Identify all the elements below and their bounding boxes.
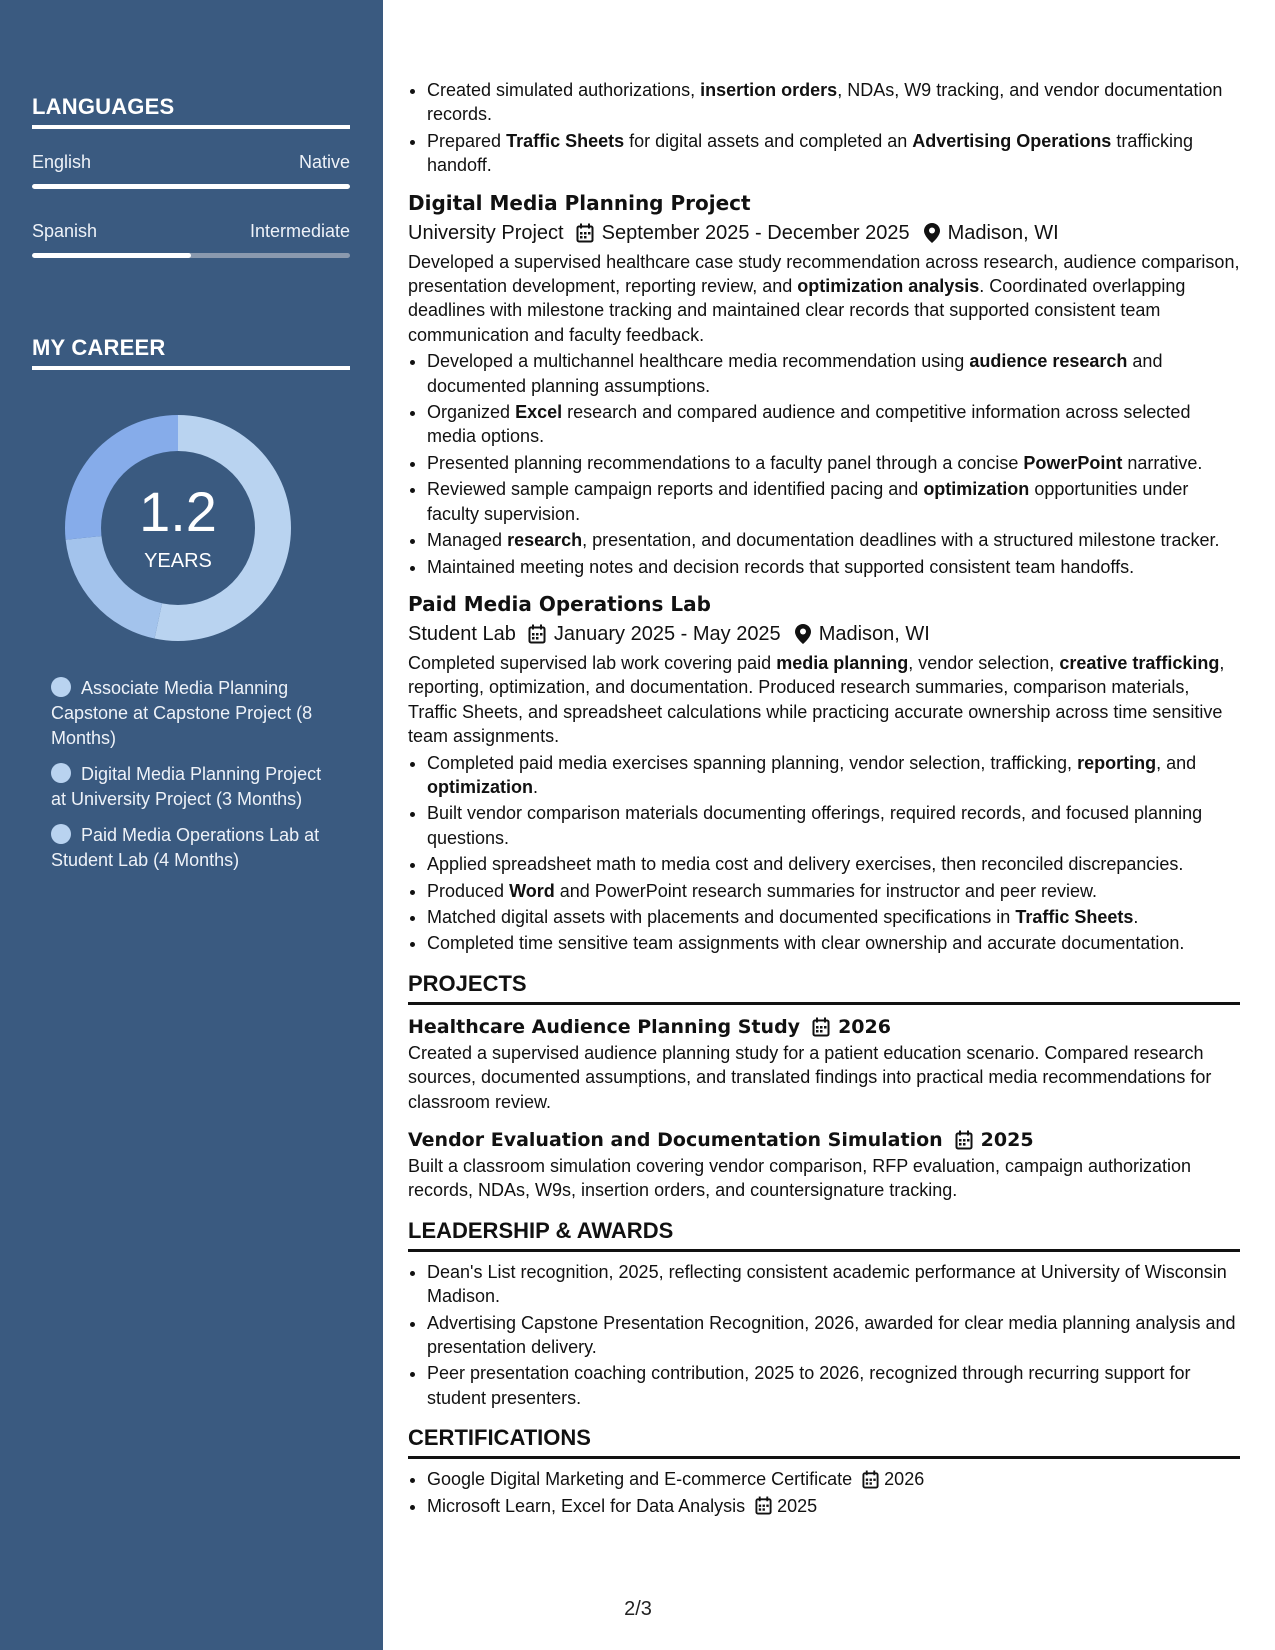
entry-dates: January 2025 - May 2025 xyxy=(553,622,781,645)
language-row-spanish xyxy=(32,221,350,242)
certification-item xyxy=(427,1467,1240,1491)
career-list xyxy=(51,676,326,884)
location-pin-icon xyxy=(795,624,811,644)
certification-item xyxy=(427,1494,1240,1518)
bold-term: insertion orders xyxy=(700,80,838,100)
calendar-icon xyxy=(528,624,546,644)
calendar-icon xyxy=(955,1130,973,1150)
bold-term: media planning xyxy=(776,652,909,673)
entry-location: Madison, WI xyxy=(818,622,930,645)
languages-heading-rule xyxy=(32,125,350,129)
bold-term: reporting xyxy=(1077,752,1157,773)
entry-meta xyxy=(408,619,1240,649)
project-title-row xyxy=(408,1126,1240,1154)
entry-org: University Project xyxy=(408,221,564,244)
entry-summary: Developed a supervised healthcare case study recommendation across research, audience comparison, presentation development, reporting review, and optimization analysis. Coordinated overlapping deadlines with milestone tracking and maintained clear records that supported consistent team communication and faculty feedback. xyxy=(408,251,1240,345)
certifications-list xyxy=(408,1467,1240,1518)
experience-bullet: • Reviewed sample campaign reports and identified pacing and optimization opportunities under faculty supervision. xyxy=(427,477,1240,526)
project-title: Vendor Evaluation and Documentation Simulation xyxy=(408,1129,943,1151)
calendar-icon xyxy=(812,1017,830,1037)
language-row-english xyxy=(32,152,350,173)
calendar-icon xyxy=(755,1496,772,1515)
bold-term: Traffic Sheets xyxy=(1015,906,1134,927)
language-level: Intermediate xyxy=(249,221,350,241)
sidebar xyxy=(0,0,383,1650)
language-name: Spanish xyxy=(32,221,98,241)
experience-bullet: • Completed time sensitive team assignments with clear ownership and accurate documentation. xyxy=(427,931,1240,955)
bold-term: audience research xyxy=(969,351,1128,372)
bold-term: optimization analysis xyxy=(797,276,980,297)
calendar-icon xyxy=(576,223,594,243)
main-content xyxy=(408,78,1240,1520)
language-bar-spanish xyxy=(32,253,350,258)
certification-name: • Google Digital Marketing and E-commerce Certificate xyxy=(427,1469,853,1490)
experience-bullet: • Completed paid media exercises spanning planning, vendor selection, trafficking, reporting, and optimization. xyxy=(427,751,1240,800)
entry-meta xyxy=(408,218,1240,248)
certification-year: 2026 xyxy=(884,1469,925,1490)
career-total-years: 1.2 xyxy=(139,480,217,543)
career-dot-icon xyxy=(51,763,71,783)
entry-bullets xyxy=(408,349,1240,579)
project-year: 2025 xyxy=(980,1129,1034,1151)
project-title: Healthcare Audience Planning Study xyxy=(408,1015,801,1038)
entry-org: Student Lab xyxy=(408,622,516,645)
experience-bullet: • Created simulated authorizations, insertion orders, NDAs, W9 tracking, and vendor documentation records. xyxy=(427,78,1240,127)
project-description: Built a classroom simulation covering vendor comparison, RFP evaluation, campaign authorization records, NDAs, W9s, insertion orders, and countersignature tracking. xyxy=(408,1156,1192,1201)
experience-carryover-list xyxy=(408,78,1240,178)
language-bar-fill xyxy=(32,253,191,258)
bold-term: optimization xyxy=(923,479,1030,500)
leadership-item: • Advertising Capstone Presentation Recognition, 2026, awarded for clear media planning analysis and presentation delivery. xyxy=(427,1311,1240,1360)
entry-title: Digital Media Planning Project xyxy=(408,190,751,215)
language-bar-fill xyxy=(32,184,350,189)
project-item xyxy=(408,1126,1240,1203)
project-year: 2026 xyxy=(838,1015,891,1038)
experience-bullet: • Managed research, presentation, and documentation deadlines with a structured milestone tracker. xyxy=(427,528,1240,552)
career-dot-icon xyxy=(51,677,71,697)
experience-bullet: • Presented planning recommendations to a faculty panel through a concise PowerPoint narrative. xyxy=(427,451,1240,475)
location-pin-icon xyxy=(924,223,940,243)
entry-location: Madison, WI xyxy=(947,221,1059,244)
experience-bullet: • Developed a multichannel healthcare media recommendation using audience research and documented planning assumptions. xyxy=(427,349,1240,398)
leadership-list xyxy=(408,1260,1240,1410)
experience-bullet: • Maintained meeting notes and decision records that supported consistent team handoffs. xyxy=(427,555,1240,579)
bold-term: PowerPoint xyxy=(1023,452,1123,473)
experience-bullet: • Matched digital assets with placements and documented specifications in Traffic Sheets. xyxy=(427,905,1240,929)
certifications-heading: CERTIFICATIONS xyxy=(408,1424,1240,1459)
project-title-row xyxy=(408,1013,1240,1041)
projects-heading: PROJECTS xyxy=(408,970,1240,1005)
career-list-item: Associate Media Planning Capstone at Capstone Project (8 Months) xyxy=(51,678,313,748)
language-name: English xyxy=(32,152,92,172)
project-item xyxy=(408,1013,1240,1114)
calendar-icon xyxy=(862,1470,879,1489)
leadership-item: • Dean's List recognition, 2025, reflecting consistent academic performance at University of Wisconsin Madison. xyxy=(427,1260,1240,1309)
entry-bullets xyxy=(408,751,1240,956)
experience-entry xyxy=(408,188,1240,579)
experience-bullet: • Built vendor comparison materials documenting offerings, required records, and focused planning questions. xyxy=(427,801,1240,850)
career-total-unit: YEARS xyxy=(144,550,212,572)
experience-bullet: • Prepared Traffic Sheets for digital assets and completed an Advertising Operations trafficking handoff. xyxy=(427,129,1240,178)
bold-term: research xyxy=(507,530,583,551)
career-list-item: Digital Media Planning Project at University Project (3 Months) xyxy=(51,764,322,809)
entry-summary: Completed supervised lab work covering paid media planning, vendor selection, creative trafficking, reporting, optimization, and documentation. Produced research summaries, comparison materials, Traffic Sheets, and spreadsheet calculations while practicing accurate ownership across time sensitive team assignments. xyxy=(408,652,1225,747)
career-heading: MY CAREER xyxy=(32,335,166,360)
certification-name: • Microsoft Learn, Excel for Data Analysis xyxy=(427,1495,746,1516)
language-level: Native xyxy=(298,152,350,172)
languages-heading: LANGUAGES xyxy=(32,94,175,119)
bold-term: Excel xyxy=(515,402,563,423)
leadership-item: • Peer presentation coaching contribution, 2025 to 2026, recognized through recurring support for student presenters. xyxy=(427,1361,1240,1410)
project-description: Created a supervised audience planning study for a patient education scenario. Compared research sources, documented assumptions, and translated findings into practical media recommendations for classroom review. xyxy=(408,1042,1212,1112)
bold-term: Traffic Sheets xyxy=(506,130,625,151)
leadership-heading: LEADERSHIP & AWARDS xyxy=(408,1217,1240,1252)
bold-term: optimization xyxy=(427,776,533,797)
bold-term: Word xyxy=(509,880,555,901)
page-number: 2/3 xyxy=(624,1598,652,1620)
entry-title: Paid Media Operations Lab xyxy=(408,591,711,616)
bold-term: Advertising Operations xyxy=(912,130,1112,151)
career-dot-icon xyxy=(51,824,71,844)
career-heading-rule xyxy=(32,366,350,370)
language-bar-english xyxy=(32,184,350,189)
experience-bullet: • Organized Excel research and compared audience and competitive information across selected media options. xyxy=(427,400,1240,449)
career-list-item: Paid Media Operations Lab at Student Lab (4 Months) xyxy=(51,825,320,870)
experience-bullet: • Produced Word and PowerPoint research summaries for instructor and peer review. xyxy=(427,879,1240,903)
experience-bullet: • Applied spreadsheet math to media cost and delivery exercises, then reconciled discrepancies. xyxy=(427,852,1240,876)
entry-dates: September 2025 - December 2025 xyxy=(601,221,910,244)
experience-entry xyxy=(408,589,1240,956)
bold-term: creative trafficking xyxy=(1059,652,1220,673)
certification-year: 2025 xyxy=(777,1495,818,1516)
